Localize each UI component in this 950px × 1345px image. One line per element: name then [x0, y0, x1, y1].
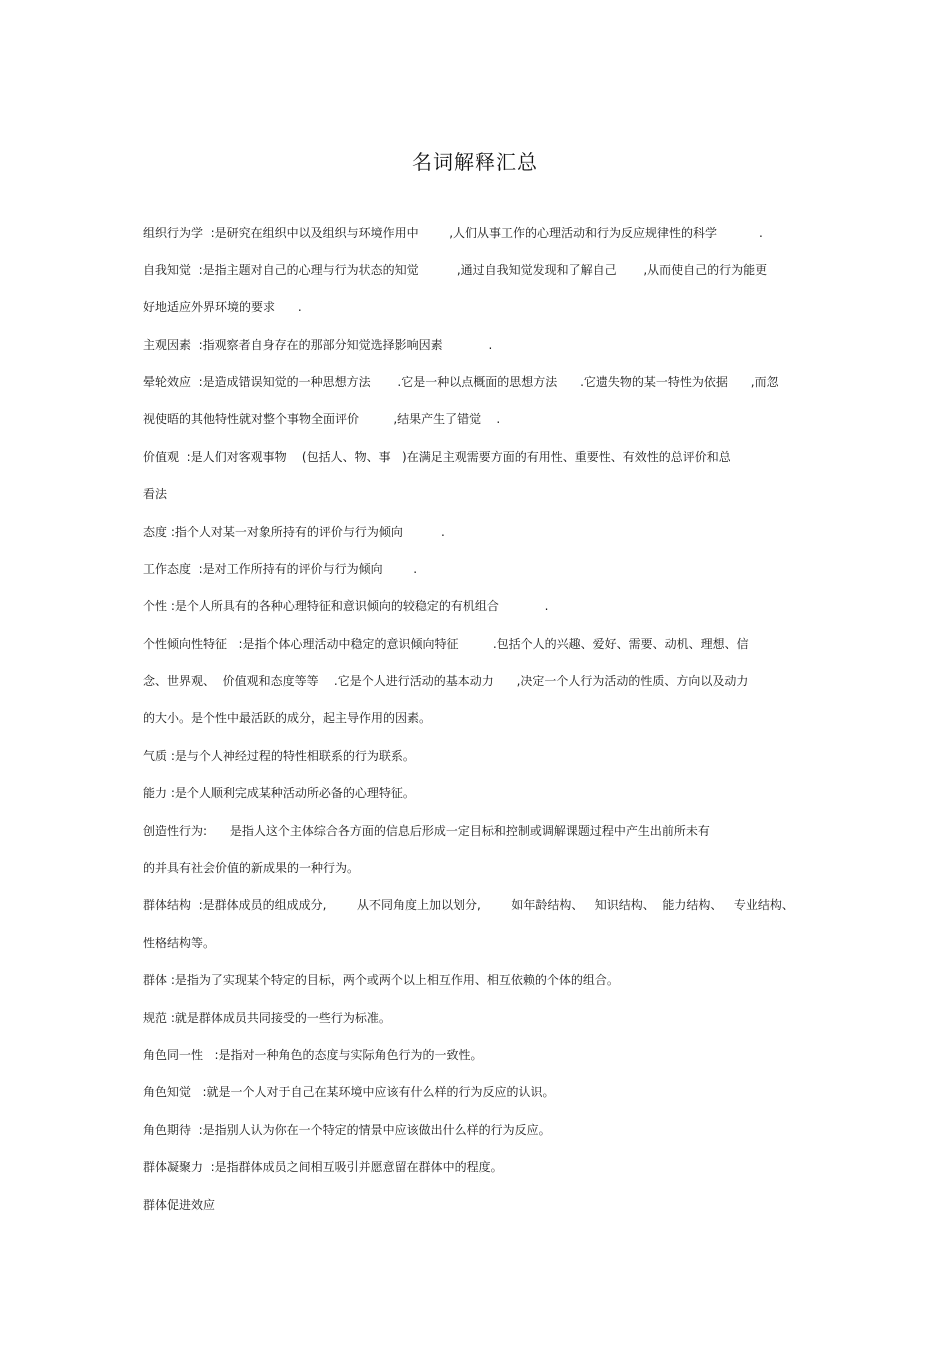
- definition-line: 态度 :指个人对某一对象所持有的评价与行为倾向 .: [143, 525, 445, 539]
- definition-line: 看法: [143, 487, 168, 501]
- definition-line: 气质 :是与个人神经过程的特性相联系的行为联系。: [143, 749, 415, 763]
- definition-line: 能力 :是个人顺利完成某种活动所必备的心理特征。: [143, 786, 415, 800]
- definition-line: 群体结构 :是群体成员的组成成分, 从不同角度上加以划分, 如年龄结构、 知识结构、 能力结构、 专业结构、: [143, 898, 794, 912]
- definition-line: 组织行为学 :是研究在组织中以及组织与环境作用中 ,人们从事工作的心理活动和行为反应规律性的科学 .: [143, 226, 763, 240]
- definition-line: 念、世界观、 价值观和态度等等 .它是个人进行活动的基本动力 ,决定一个人行为活动的性质、方向以及动力: [143, 674, 749, 688]
- definition-line: 角色期待 :是指别人认为你在一个特定的情景中应该做出什么样的行为反应。: [143, 1123, 551, 1137]
- definition-line: 工作态度 :是对工作所持有的评价与行为倾向 .: [143, 562, 418, 576]
- definition-line: 的大小。是个性中最活跃的成分，起主导作用的因素。: [143, 711, 432, 725]
- definition-line: 的并具有社会价值的新成果的一种行为。: [143, 861, 360, 875]
- definition-line: 个性 :是个人所具有的各种心理特征和意识倾向的较稳定的有机组合 .: [143, 599, 549, 613]
- definition-line: 性格结构等。: [143, 936, 216, 950]
- definition-line: 角色同一性 :是指对一种角色的态度与实际角色行为的一致性。: [143, 1048, 483, 1062]
- definition-line: 视使晤的其他特性就对整个事物全面评价 ,结果产生了错觉 .: [143, 412, 501, 426]
- definition-line: 群体 :是指为了实现某个特定的目标，两个或两个以上相互作用、相互依赖的个体的组合。: [143, 973, 619, 987]
- definition-line: 群体凝聚力 :是指群体成员之间相互吸引并愿意留在群体中的程度。: [143, 1160, 503, 1174]
- definition-line: 自我知觉 :是指主题对自己的心理与行为状态的知觉 ,通过自我知觉发现和了解自己 ,从而使自己的行为能更: [143, 263, 768, 277]
- definition-line: 群体促进效应: [143, 1198, 216, 1212]
- document-title: 名词解释汇总: [412, 150, 538, 174]
- definition-line: 个性倾向性特征 :是指个体心理活动中稳定的意识倾向特征 .包括个人的兴趣、爱好、需要、动机、理想、信: [143, 637, 749, 651]
- definition-line: 创造性行为: 是指人这个主体综合各方面的信息后形成一定目标和控制或调解课题过程中产生出前所未有: [143, 824, 710, 838]
- definition-line: 主观因素 :指观察者自身存在的那部分知觉选择影响因素 .: [143, 338, 493, 352]
- definition-line: 好地适应外界环境的要求 .: [143, 300, 302, 314]
- definition-line: 晕轮效应 :是造成错误知觉的一种思想方法 .它是一种以点概面的思想方法 .它遗失物的某一特性为依据 ,而忽: [143, 375, 779, 389]
- definition-line: 角色知觉 :就是一个人对于自己在某环境中应该有什么样的行为反应的认识。: [143, 1085, 555, 1099]
- definition-line: 规范 :就是群体成员共同接受的一些行为标准。: [143, 1011, 391, 1025]
- definition-line: 价值观 :是人们对客观事物 (包括人、物、事 )在满足主观需要方面的有用性、重要性、有效性的总评价和总: [143, 450, 731, 464]
